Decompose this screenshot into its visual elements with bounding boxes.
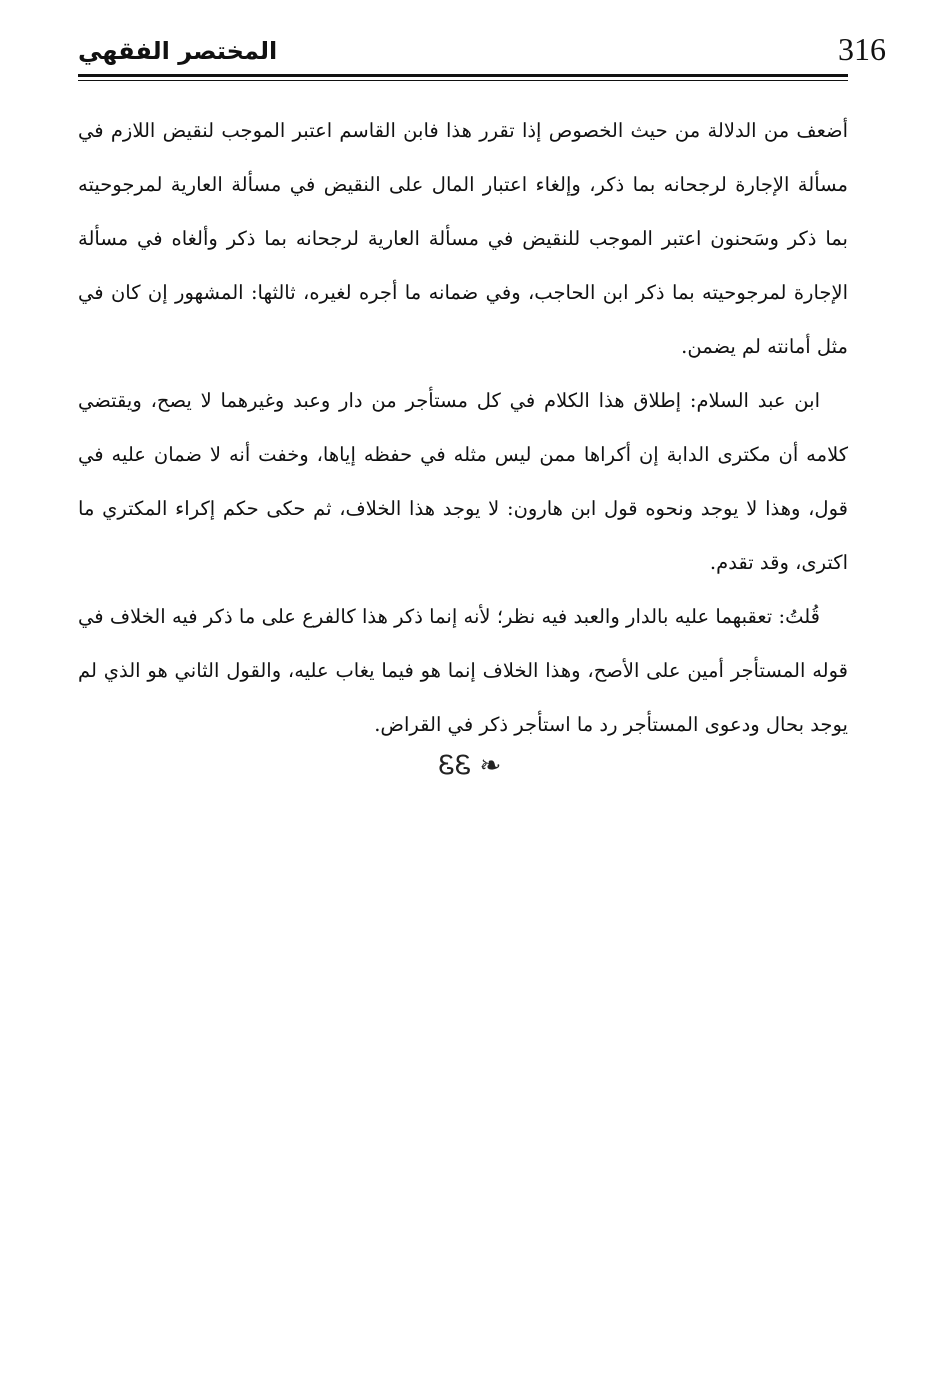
- page-header: [78, 26, 886, 76]
- header-rule-thin: [78, 80, 848, 81]
- page-body: [78, 104, 848, 752]
- header-rule-thick: [78, 74, 848, 77]
- page-number: 316: [838, 31, 886, 67]
- paragraph-1: أضعف من الدلالة من حيث الخصوص إذا تقرر هذا فابن القاسم اعتبر الموجب لنقيض اللازم في مسألة الإجارة لرجحانه بما ذكر، وإلغاء اعتبار المال على النقيض في مسألة العارية لمرجوحيته بما ذكر وسَحنون اعتبر الموجب للنقيض في مسألة العارية لرجحانه بما ذكر وألغاه في مسألة الإجارة لمرجوحيته بما ذكر ابن الحاجب، وفي ضمانه ما أجره لغيره، ثالثها: المشهور إن كان في مثل أمانته لم يضمن.: [78, 119, 848, 358]
- book-title: المختصر الفقهي: [78, 37, 278, 65]
- paragraph-3: قُلتُ: تعقبهما عليه بالدار والعبد فيه نظر؛ لأنه إنما ذكر هذا كالفرع على ما ذكر فيه الخلاف في قوله المستأجر أمين على الأصح، وهذا الخلاف إنما هو فيما يغاب عليه، والقول الثاني هو الذي لم يوجد بحال ودعوى المستأجر رد ما استأجر ذكر في القراض.: [78, 605, 848, 736]
- end-ornament: ᏋᏋ ❧: [438, 751, 502, 781]
- paragraph-2: ابن عبد السلام: إطلاق هذا الكلام في كل مستأجر من دار وعبد وغيرهما لا يصح، ويقتضي كلامه أن مكترى الدابة إن أكراها ممن ليس مثله في حفظه إياها، وخفت أنه لا ضمان عليه في قول، وهذا لا يوجد ونحوه قول ابن هارون: لا يوجد هذا الخلاف، ثم حكى حكم إكراء المكتري ما اكترى، وقد تقدم.: [78, 389, 848, 574]
